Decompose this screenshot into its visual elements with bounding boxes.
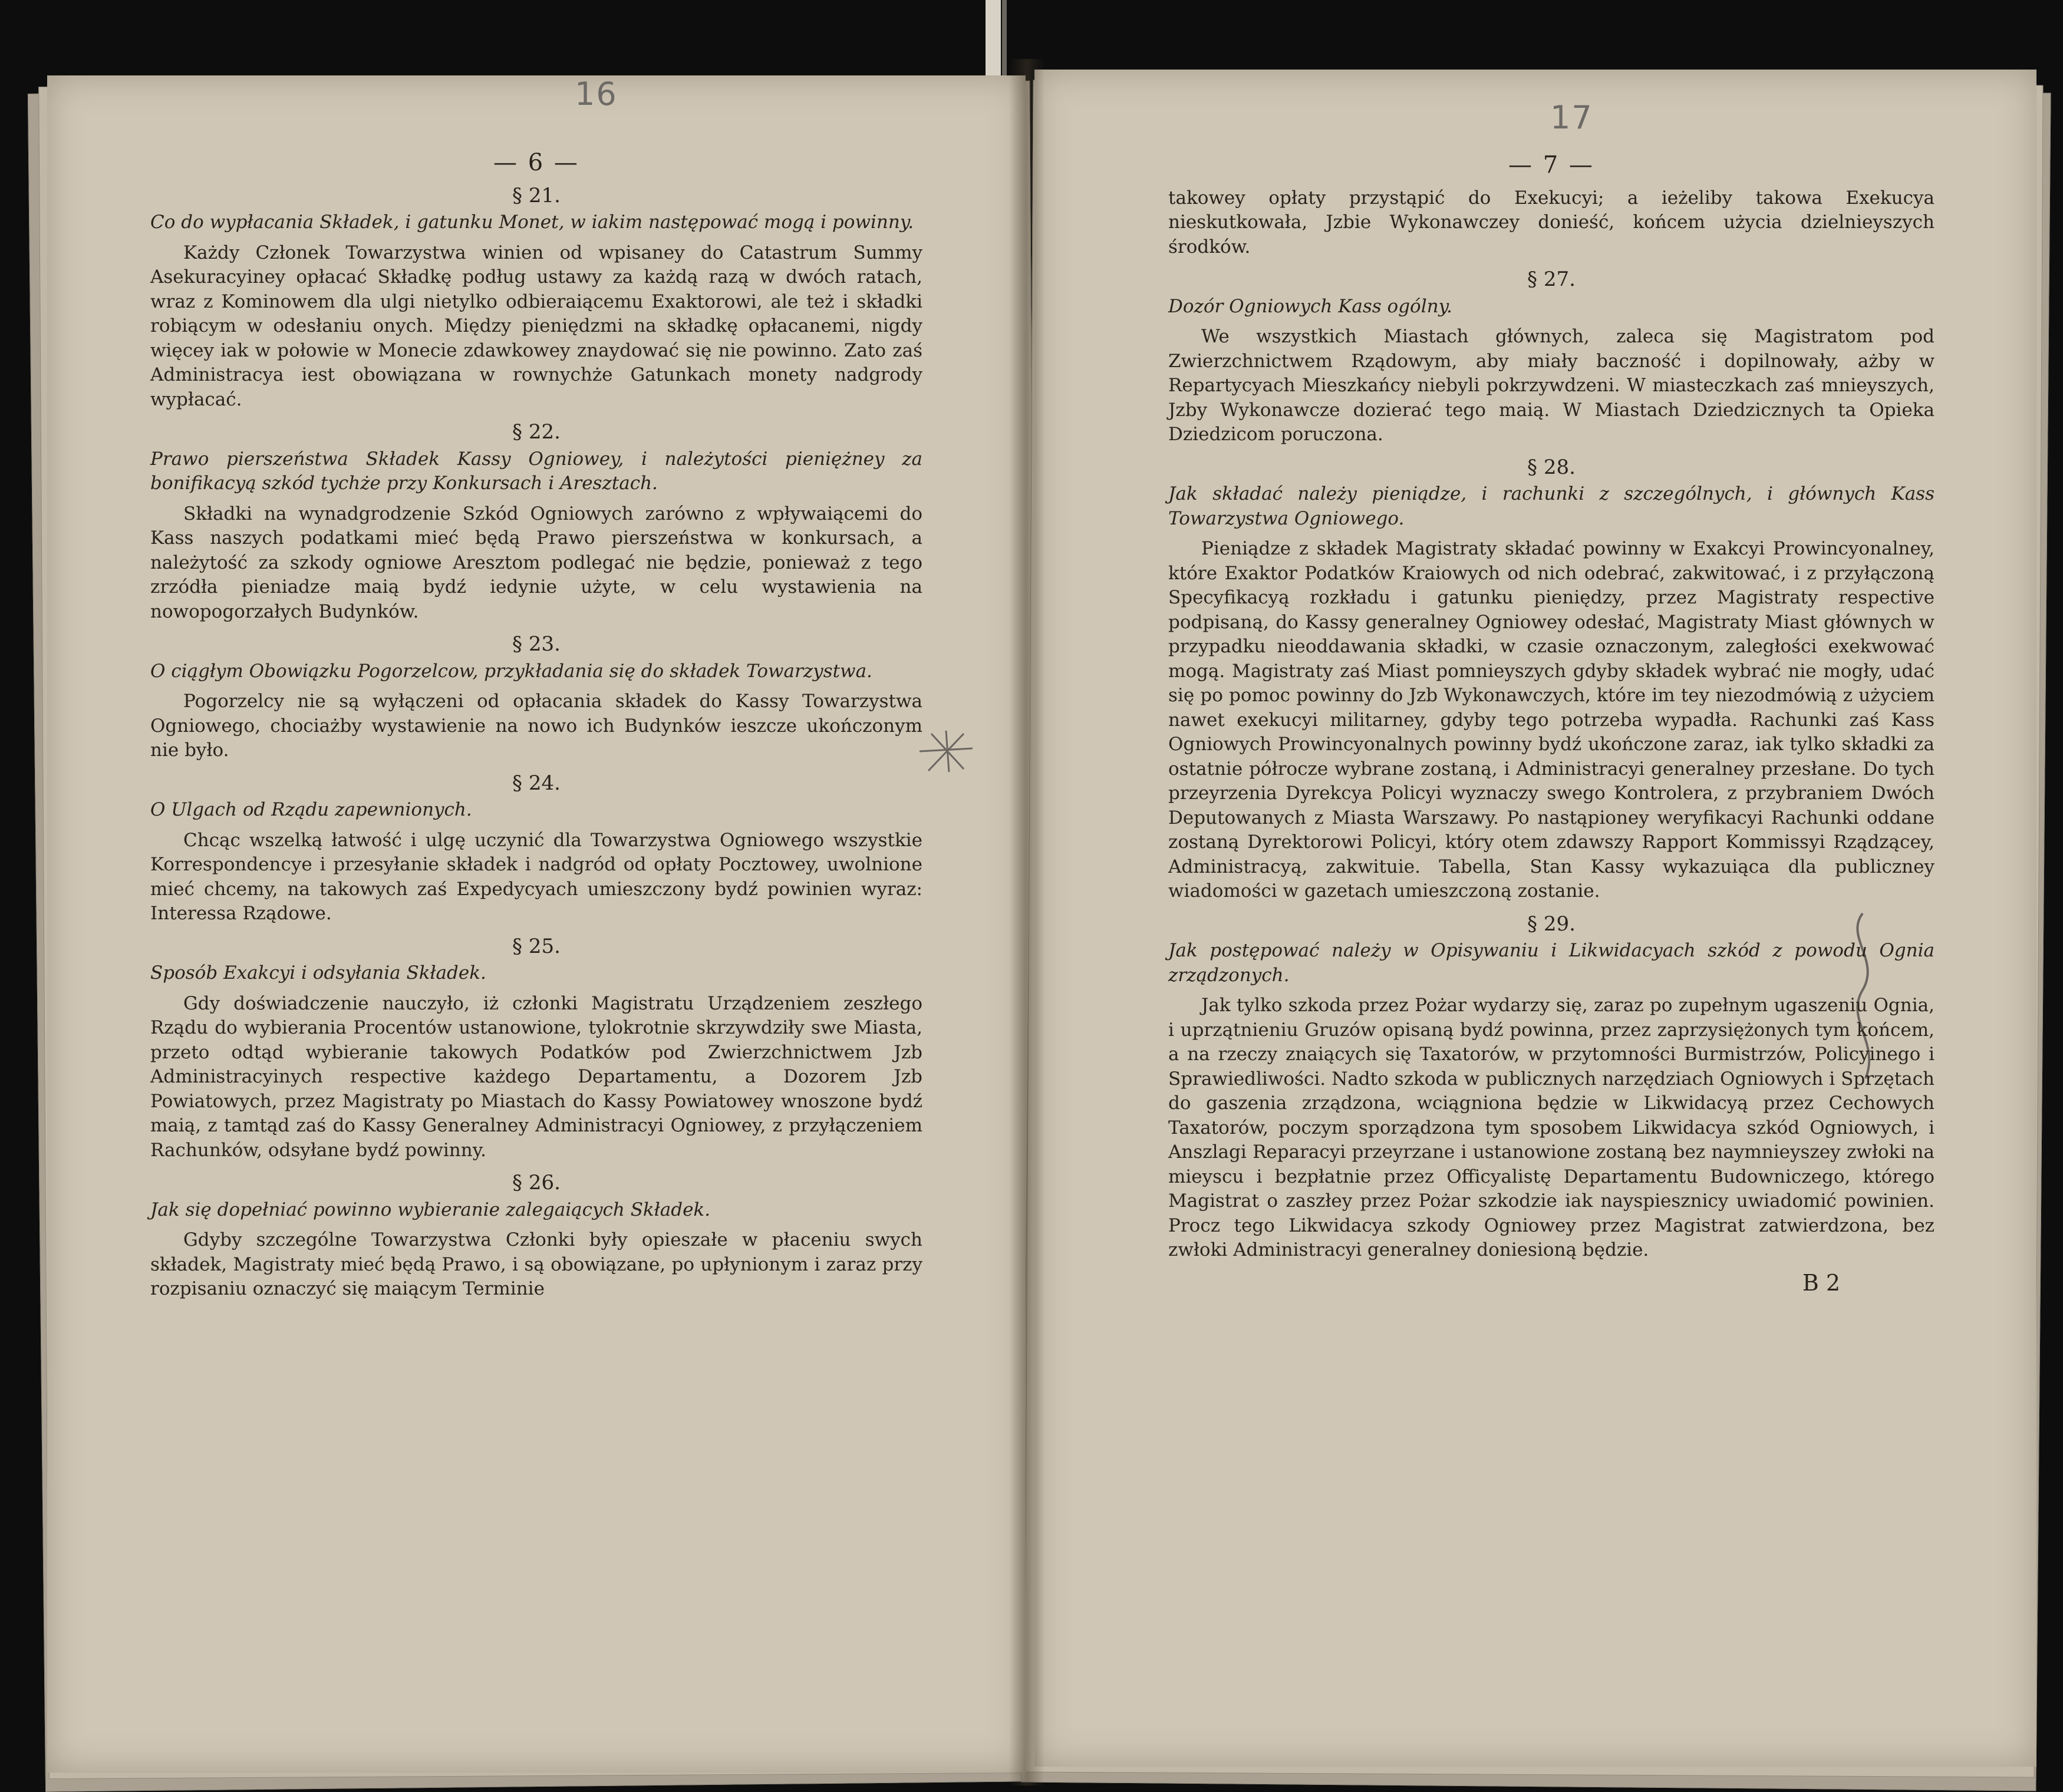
handwritten-page-number-left: 16 [575,75,618,113]
section-number: § 21. [512,183,561,207]
section-number: § 27. [1527,268,1576,291]
pencil-star-mark [914,725,978,778]
section-title: O Ulgach od Rządu zapewnionych. [150,799,472,820]
paragraph: Jak tylko szkoda przez Pożar wydarzy się, zaraz po zupełnym ugaszeniu Ognia, i uprzątnieniu Gruzów opisaną bydź powinna, przez zaprzysiężonych tym końcem, a na rzeczy znaiących się Taxatorów, w przytomności Burmistrzów, Policyinego i Sprawiedliwości. Nadto szkoda w publicznych narzędziach Ogniowych i Sprzętach do gaszenia zrządzona, wciągniona będzie w Likwidacyą przez Cechowych Taxatorów, poczym sporządzona tym sposobem Likwidacya szkód Ogniowych, i Anszlagi Reparacyi przeyrzane i ustanowione zostaną bez naymnieyszey zwłoki na mieyscu i bezpłatnie przez Officyalistę Departamentu Budowniczego, którego Magistrat o zaszłey przez Pożar szkodzie iak nayspiesznicy uwiadomić powinien. Procz tego Likwidacya szkody Ogniowey przez Magistrat zatwierdzona, bez zwłoki Administracyi generalney doniesioną będzie. [1168,995,1935,1260]
paragraph: Każdy Członek Towarzystwa winien od wpisaney do Catastrum Summy Asekuracyiney opłacać Składkę podług ustawy za każdą razą w dwóch ratach, wraz z Kominowem dla ulgi nietylko odbieraiącemu Exaktorowi, ale też i składki robiącym w odesłaniu onych. Między pieniędzmi na składkę opłacanemi, nigdy więcey iak w połowie w Monecie zdawkowey znaydować się nie powinno. Zato zaś Administracya iest obowiązana w rownychże Gatunkach monety nadgrody wypłacać. [150,242,922,410]
section-number: § 29. [1527,912,1576,936]
section-21 [150,184,922,412]
continuation-paragraph: takowey opłaty przystąpić do Exekucyi; a ieżeliby takowa Exekucya nieskutkowała, Jzbie Wykonawczey donieść, końcem użycia dzielnieyszych środków. [1168,187,1935,258]
section-title: Prawo pierszeństwa Składek Kassy Ogniowey, i należytości pieniężney za bonifikacyą szkód tychże przy Konkursach i Aresztach. [150,448,922,494]
signature-mark: B 2 [1802,1269,1840,1296]
book-gutter [1009,59,1044,1786]
section-22 [150,420,922,624]
folio-right: — 7 — [1508,151,1594,179]
left-text-column [150,151,922,1310]
section-24 [150,771,922,926]
section-title: Sposób Exakcyi i odsyłania Składek. [150,962,486,984]
section-title: O ciągłym Obowiązku Pogorzelcow, przykładania się do składek Towarzystwa. [150,660,872,682]
section-number: § 28. [1527,455,1576,479]
section-number: § 23. [512,632,561,656]
section-title: Jak się dopełniać powinno wybieranie zalegaiących Składek. [150,1199,711,1220]
section-25 [150,935,922,1163]
paragraph: Gdyby szczególne Towarzystwa Członki były opieszałe w płaceniu swych składek, Magistraty mieć będą Prawo, i są obowiązane, po upłynionym i zaraz przy rozpisaniu oznaczyć się maiącym Terminie [150,1229,922,1299]
paragraph: Pogorzelcy nie są wyłączeni od opłacania składek do Kassy Towarzystwa Ogniowego, chociażby wystawienie na nowo ich Budynków ieszcze ukończonym nie było. [150,691,922,761]
section-title: Dozór Ogniowych Kass ogólny. [1168,295,1452,317]
folio-left: — 6 — [493,149,579,176]
section-number: § 22. [512,420,561,444]
section-29 [1168,912,1935,1263]
section-number: § 25. [512,934,561,958]
handwritten-page-number-right: 17 [1550,99,1593,136]
section-title: Jak składać należy pieniądze, i rachunki z szczególnych, i głównych Kass Towarzystwa Ogniowego. [1168,483,1935,529]
paragraph: Chcąc wszelką łatwość i ulgę uczynić dla Towarzystwa Ogniowego wszystkie Korrespondencye i przesyłanie składek i nadgród od opłaty Pocztowey, uwolnione mieć chcemy, na takowych zaś Expedycyach umieszczony bydź powinien wyraz: Interessa Rządowe. [150,829,922,924]
paragraph: We wszystkich Miastach głównych, zaleca się Magistratom pod Zwierzchnictwem Rządowym, aby miały baczność i dopilnowały, ażby w Repartycyach Mieszkańcy niebyli pokrzywdzeni. W miasteczkach zaś mnieyszych, Jzby Wykonawcze dozierać tego maią. W Miastach Dziedzicznych ta Opieka Dziedzicom poruczona. [1168,326,1935,445]
section-27 [1168,268,1935,447]
paragraph: Składki na wynadgrodzenie Szkód Ogniowych zarówno z wpływaiącemi do Kass naszych podatkami mieć będą Prawo pierszeństwa w konkursach, a należytość za szkody ogniowe Aresztom podlegać nie będzie, ponieważ z tego zrzódła pieniadze maią bydź iedynie użyte, w celu wystawienia na nowopogorzałych Budynków. [150,503,922,622]
paragraph: Pieniądze z składek Magistraty składać powinny w Exakcyi Prowincyonalney, które Exaktor Podatków Kraiowych od nich odebrać, zakwitować, i z przyłączoną Specyfikacyą rozkładu i gatunku pieniędzy, przez Magistraty respective podpisaną, do Kassy generalney Ogniowey odesłać, Magistraty Miast głównych w przypadku nieoddawania składki, w czasie oznaczonym, zaległości exekwować mogą. Magistraty zaś Miast pomnieyszych gdyby składek wybrać nie mogły, udać się po pomoc powinny do Jzb Wykonawczych, które im tey niezodmówią z użyciem nawet exekucyi militarney, gdyby tego potrzeba wypadła. Rachunki zaś Kass Ogniowych Prowincyonalnych powinny bydź ukończone zaraz, iak tylko składki za ostatnie półrocze wybrane zostaną, i Administracyi generalney przesłane. Do tych przeyrzenia Dyrekcya Policyi wyznaczy swego Kontrolera, z przybraniem Dwóch Deputowanych z Miasta Warszawy. Po nastąpioney weryfikacyi Rachunki oddane zostaną Dyrektorowi Policyi, który otem zdawszy Rapport Kommissyi Rządzącey, Administracyą, zakwituie. Tabella, Stan Kassy wykazuiąca dla publiczney wiadomości w gazetach umieszczoną zostanie. [1168,538,1935,902]
section-title: Co do wypłacania Składek, i gatunku Monet, w iakim następować mogą i powinny. [150,212,914,233]
right-text-column [1168,153,1935,1295]
section-number: § 26. [512,1171,561,1194]
section-26 [150,1171,922,1302]
section-title: Jak postępować należy w Opisywaniu i Likwidacyach szkód z powodu Ognia zrządzonych. [1168,940,1935,986]
section-number: § 24. [512,771,561,795]
paragraph: Gdy doświadczenie nauczyło, iż członki Magistratu Urządzeniem zeszłego Rządu do wybierania Procentów ustanowione, tylokrotnie skrzywdziły swe Miasta, przeto odtąd wybieranie takowych Podatków pod Zwierzchnictwem Jzb Administracyinych respective każdego Departamentu, a Dozorem Jzb Powiatowych, przez Magistraty po Miastach do Kassy Powiatowey wnoszone bydź maią, z tamtąd zaś do Kassy Generalney Administracyi Ogniowey, z przyłączeniem Rachunków, odsyłane bydź powinny. [150,992,922,1161]
section-23 [150,632,922,763]
section-28 [1168,456,1935,904]
